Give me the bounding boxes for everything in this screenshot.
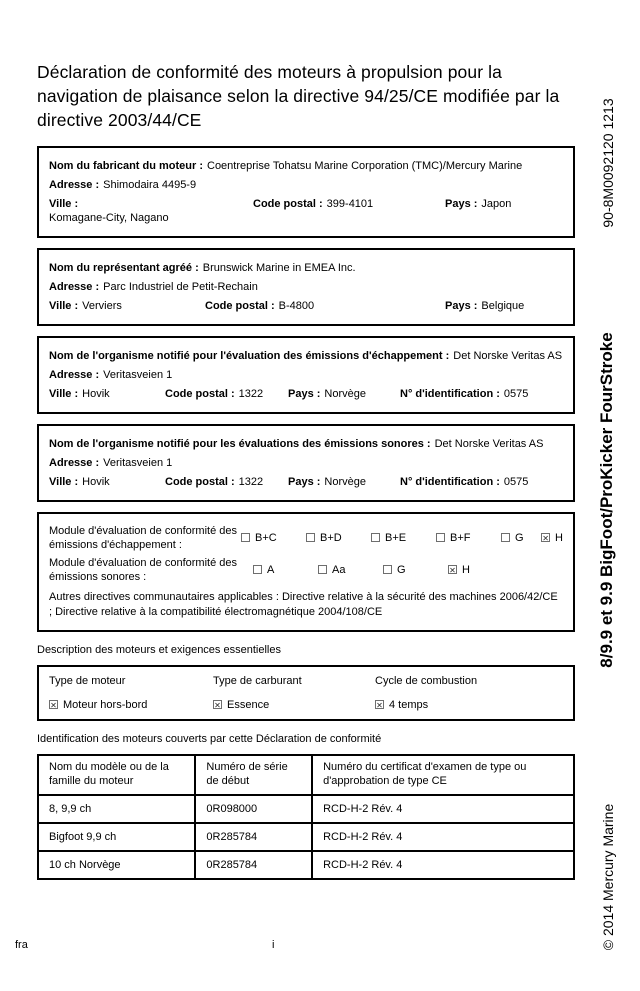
- description-heading: Description des moteurs et exigences essentielles: [37, 644, 281, 656]
- noise-body-address-row: [49, 456, 563, 470]
- serial-cell: 0R285784: [195, 823, 312, 851]
- representative-city-label: Ville :: [49, 300, 79, 312]
- engine-identification-table: [37, 754, 575, 880]
- representative-box: [37, 248, 575, 326]
- page-title: Déclaration de conformité des moteurs à propulsion pour la navigation de plaisance selon la directive 94/25/CE modifiée par la directive 2003/44/CE: [37, 62, 560, 130]
- exhaust-body-country-value: Norvège: [324, 388, 366, 400]
- manufacturer-address-label: Adresse :: [49, 179, 100, 191]
- modules-box: [37, 512, 575, 632]
- exhaust-module-label: Module d'évaluation de conformité des émissions d'échappement :: [49, 525, 237, 551]
- serial-column-header: Numéro de série de début: [195, 755, 312, 795]
- exhaust-body-id-label: N° d'identification :: [400, 388, 500, 400]
- exhaust-body-id-cell: [400, 387, 563, 401]
- checkbox-icon: [371, 533, 380, 542]
- exhaust-body-address-label: Adresse :: [49, 369, 100, 381]
- footer-language-code: fra: [15, 939, 28, 951]
- model-cell: 10 ch Norvège: [38, 851, 195, 879]
- manufacturer-city-cell: [49, 197, 253, 225]
- exhaust-body-country-cell: [288, 387, 400, 401]
- exhaust-body-city-value: Hovik: [82, 388, 110, 400]
- checkbox-checked-icon: [448, 565, 457, 574]
- table-row: [38, 823, 574, 851]
- fuel-type-column: [213, 674, 375, 712]
- checkbox-icon: [306, 533, 315, 542]
- exhaust-body-country-label: Pays :: [288, 388, 321, 400]
- exhaust-body-postal-value: 1322: [238, 388, 264, 400]
- engine-type-value: Moteur hors-bord: [63, 699, 148, 711]
- checkbox-option-h-checked: ✕ H: [541, 531, 563, 545]
- checkbox-option-b-plus-c: B+C: [241, 531, 306, 545]
- table-row: [38, 795, 574, 823]
- representative-address-row: [49, 280, 563, 294]
- manufacturer-address-row: [49, 178, 563, 192]
- checkbox-option-g: G: [383, 563, 448, 577]
- engine-description-grid: [49, 674, 563, 712]
- checkbox-option-aa: Aa: [318, 563, 383, 577]
- exhaust-body-city-row: [49, 387, 563, 401]
- certificate-column-header: Numéro du certificat d'examen de type ou d'approbation de type CE: [312, 755, 574, 795]
- noise-module-options: [253, 563, 563, 577]
- representative-name-row: [49, 261, 563, 275]
- engine-type-column: [49, 674, 213, 712]
- checkbox-option-b-plus-d: B+D: [306, 531, 371, 545]
- representative-postal-value: B-4800: [278, 300, 315, 312]
- representative-name-label: Nom du représentant agréé :: [49, 262, 199, 274]
- exhaust-module-row: [49, 524, 563, 552]
- noise-body-country-label: Pays :: [288, 476, 321, 488]
- combustion-cycle-header: Cycle de combustion: [375, 675, 478, 687]
- representative-country-value: Belgique: [481, 300, 525, 312]
- manufacturer-country-value: Japon: [481, 198, 512, 210]
- part-number-vertical: 90-8M0092120 1213: [600, 98, 616, 228]
- combustion-cycle-value: 4 temps: [389, 699, 429, 711]
- noise-body-postal-cell: [165, 475, 288, 489]
- checkbox-option-a: A: [253, 563, 318, 577]
- manufacturer-city-label: Ville :: [49, 198, 79, 210]
- representative-city-cell: [49, 299, 205, 313]
- noise-module-label: Module d'évaluation de conformité des émissions sonores :: [49, 557, 237, 583]
- exhaust-body-address-row: [49, 368, 563, 382]
- footer-page-number: i: [272, 939, 275, 951]
- noise-body-id-cell: [400, 475, 563, 489]
- manufacturer-city-row: [49, 197, 563, 225]
- manufacturer-name-value: Coentreprise Tohatsu Marine Corporation (TMC)/Mercury Marine: [207, 160, 523, 172]
- exhaust-body-postal-label: Code postal :: [165, 388, 235, 400]
- certificate-cell: RCD-H-2 Rév. 4: [312, 851, 574, 879]
- manufacturer-address-value: Shimodaira 4495-9: [103, 179, 197, 191]
- combustion-cycle-value-row: [375, 698, 563, 712]
- exhaust-body-city-label: Ville :: [49, 388, 79, 400]
- identification-heading: Identification des moteurs couverts par cette Déclaration de conformité: [37, 733, 382, 745]
- noise-body-box: [37, 424, 575, 502]
- checkbox-option-h-checked: ✕ H: [448, 563, 470, 577]
- exhaust-module-options: [241, 531, 563, 545]
- exhaust-body-address-value: Veritasveien 1: [103, 369, 173, 381]
- manufacturer-postal-cell: [253, 197, 445, 211]
- fuel-type-value: Essence: [227, 699, 270, 711]
- noise-module-row: [49, 556, 563, 584]
- checkbox-icon: [253, 565, 262, 574]
- checkbox-icon: [241, 533, 250, 542]
- manufacturer-box: [37, 146, 575, 238]
- exhaust-body-box: [37, 336, 575, 414]
- noise-body-address-label: Adresse :: [49, 457, 100, 469]
- checkbox-option-b-plus-f: B+F: [436, 531, 501, 545]
- noise-body-postal-label: Code postal :: [165, 476, 235, 488]
- exhaust-body-id-value: 0575: [503, 388, 529, 400]
- manufacturer-postal-label: Code postal :: [253, 198, 323, 210]
- serial-cell: 0R285784: [195, 851, 312, 879]
- representative-name-value: Brunswick Marine in EMEA Inc.: [202, 262, 356, 274]
- certificate-cell: RCD-H-2 Rév. 4: [312, 795, 574, 823]
- noise-body-city-row: [49, 475, 563, 489]
- fuel-type-header: Type de carburant: [213, 675, 302, 687]
- checkbox-checked-icon: [541, 533, 550, 542]
- representative-postal-label: Code postal :: [205, 300, 275, 312]
- noise-body-city-label: Ville :: [49, 476, 79, 488]
- representative-postal-cell: [205, 299, 445, 313]
- engine-description-box: [37, 665, 575, 721]
- manufacturer-country-label: Pays :: [445, 198, 478, 210]
- noise-body-postal-value: 1322: [238, 476, 264, 488]
- exhaust-body-name-label: Nom de l'organisme notifié pour l'évaluation des émissions d'échappement :: [49, 350, 450, 362]
- noise-body-country-value: Norvège: [324, 476, 366, 488]
- document-content: [37, 0, 575, 880]
- representative-city-row: [49, 299, 563, 313]
- representative-country-label: Pays :: [445, 300, 478, 312]
- fuel-type-value-row: [213, 698, 375, 712]
- noise-body-id-label: N° d'identification :: [400, 476, 500, 488]
- representative-country-cell: [445, 299, 563, 313]
- checkbox-icon: [318, 565, 327, 574]
- model-name-vertical: 8/9.9 et 9.9 BigFoot/ProKicker FourStroke: [597, 332, 616, 668]
- manufacturer-name-row: [49, 159, 563, 173]
- representative-address-label: Adresse :: [49, 281, 100, 293]
- combustion-cycle-column: [375, 674, 563, 712]
- certificate-cell: RCD-H-2 Rév. 4: [312, 823, 574, 851]
- exhaust-body-name-value: Det Norske Veritas AS: [453, 350, 563, 362]
- checkbox-checked-icon: [49, 700, 58, 709]
- checkbox-option-g: G: [501, 531, 541, 545]
- manufacturer-name-label: Nom du fabricant du moteur :: [49, 160, 203, 172]
- checkbox-icon: [501, 533, 510, 542]
- table-row: [38, 851, 574, 879]
- noise-body-name-row: [49, 437, 563, 451]
- noise-body-id-value: 0575: [503, 476, 529, 488]
- noise-body-city-cell: [49, 475, 165, 489]
- representative-address-value: Parc Industriel de Petit-Rechain: [103, 281, 258, 293]
- checkbox-checked-icon: [375, 700, 384, 709]
- noise-body-country-cell: [288, 475, 400, 489]
- engine-type-header: Type de moteur: [49, 675, 126, 687]
- noise-body-city-value: Hovik: [82, 476, 110, 488]
- exhaust-body-postal-cell: [165, 387, 288, 401]
- engine-type-value-row: [49, 698, 213, 712]
- copyright-vertical: © 2014 Mercury Marine: [600, 803, 616, 951]
- noise-body-name-label: Nom de l'organisme notifié pour les évaluations des émissions sonores :: [49, 438, 431, 450]
- manufacturer-city-value: Komagane-City, Nagano: [49, 212, 169, 224]
- representative-city-value: Verviers: [82, 300, 122, 312]
- checkbox-option-b-plus-e: B+E: [371, 531, 436, 545]
- exhaust-body-name-row: [49, 349, 563, 363]
- model-cell: 8, 9,9 ch: [38, 795, 195, 823]
- checkbox-icon: [436, 533, 445, 542]
- serial-cell: 0R098000: [195, 795, 312, 823]
- table-header-row: [38, 755, 574, 795]
- checkbox-checked-icon: [213, 700, 222, 709]
- checkbox-icon: [383, 565, 392, 574]
- noise-body-address-value: Veritasveien 1: [103, 457, 173, 469]
- manufacturer-country-cell: [445, 197, 563, 211]
- exhaust-body-city-cell: [49, 387, 165, 401]
- manufacturer-postal-value: 399-4101: [326, 198, 374, 210]
- other-directives-text: Autres directives communautaires applicables : Directive relative à la sécurité des machines 2006/42/CE ; Directive relative à la compatibilité électromagnétique 2004/108/CE: [49, 591, 558, 618]
- noise-body-name-value: Det Norske Veritas AS: [434, 438, 544, 450]
- model-column-header: Nom du modèle ou de la famille du moteur: [38, 755, 195, 795]
- model-cell: Bigfoot 9,9 ch: [38, 823, 195, 851]
